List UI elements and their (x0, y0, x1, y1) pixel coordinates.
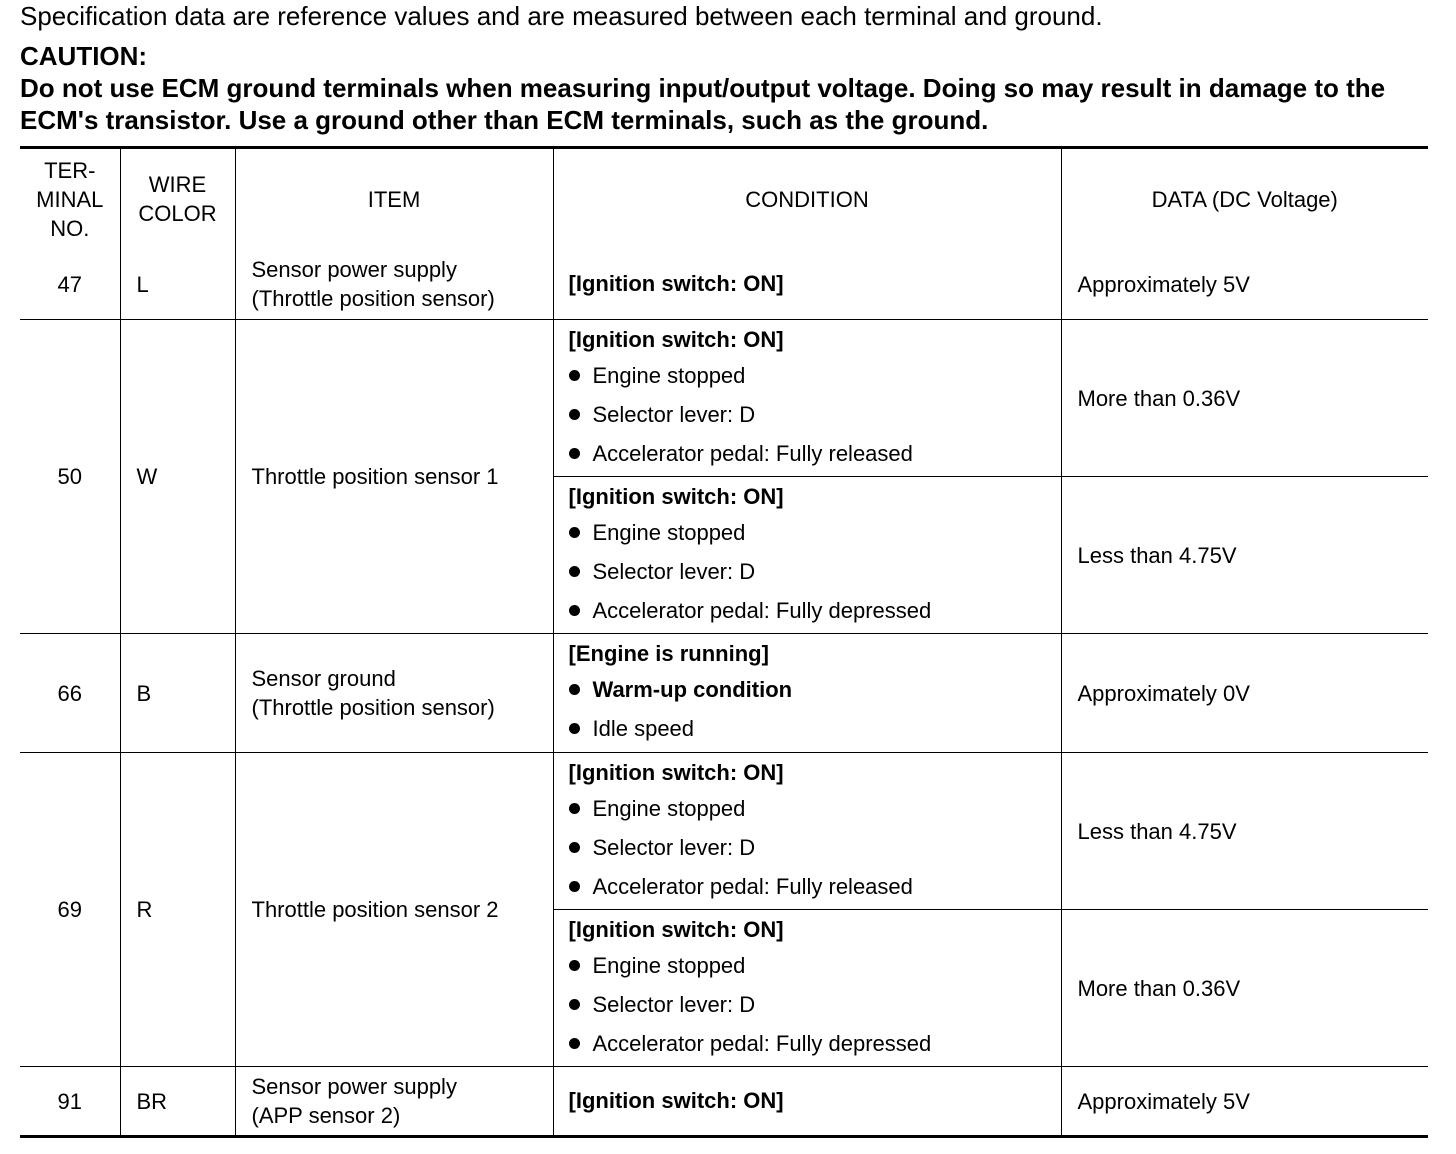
condition-cell (553, 477, 1061, 634)
condition-item (569, 1024, 1061, 1063)
bullet-icon (569, 566, 580, 577)
header-wire-line2: COLOR (138, 201, 217, 226)
condition-cell (553, 634, 1061, 753)
condition-item (569, 591, 1061, 630)
wire-color: B (120, 634, 235, 753)
bullet-icon (569, 409, 580, 420)
caution-text: Do not use ECM ground terminals when measuring input/output voltage. Doing so may result in damage to the ECM's transistor. Use a ground other than ECM terminals, such as the ground. (20, 73, 1386, 135)
terminal-no: 66 (20, 634, 120, 753)
item-cell (235, 634, 553, 753)
item-line: (Throttle position sensor) (251, 286, 495, 311)
wire-color: L (120, 249, 235, 320)
item-line: Sensor ground (251, 666, 396, 691)
condition-item (569, 709, 1061, 748)
condition-cell (553, 320, 1061, 477)
condition-item-text: Accelerator pedal: Fully released (592, 440, 913, 466)
table-row-terminal-47 (20, 249, 1428, 320)
condition-item (569, 434, 1061, 473)
header-wire-color (120, 148, 235, 250)
data-value: Approximately 5V (1061, 1067, 1428, 1137)
terminal-no: 47 (20, 249, 120, 320)
terminal-spec-table (20, 146, 1428, 1138)
condition-cell (553, 249, 1061, 320)
bullet-icon (569, 960, 580, 971)
data-value: Approximately 5V (1061, 249, 1428, 320)
data-value: Less than 4.75V (1061, 477, 1428, 634)
bullet-icon (569, 803, 580, 814)
condition-item (569, 828, 1061, 867)
condition-title: [Ignition switch: ON] (568, 916, 784, 942)
terminal-no: 50 (20, 320, 120, 634)
data-value: More than 0.36V (1061, 320, 1428, 477)
condition-title: [Ignition switch: ON] (568, 326, 784, 352)
condition-title: [Ignition switch: ON] (568, 271, 784, 296)
terminal-no: 69 (20, 753, 120, 1067)
wire-color: W (120, 320, 235, 634)
item-line: (Throttle position sensor) (251, 695, 495, 720)
header-terminal-line1: TER- (44, 157, 96, 183)
header-terminal-line3: NO. (50, 215, 90, 241)
condition-item-text: Accelerator pedal: Fully depressed (592, 597, 932, 623)
condition-item (569, 670, 1061, 709)
item-cell: Throttle position sensor 2 (235, 753, 553, 1067)
header-wire-line1: WIRE (148, 172, 207, 197)
condition-item-text: Engine stopped (592, 952, 746, 978)
condition-item-text: Engine stopped (592, 362, 746, 388)
header-terminal-no (20, 148, 120, 250)
condition-item-text: Selector lever: D (592, 401, 756, 427)
bullet-icon (569, 999, 580, 1010)
table-header-row (20, 148, 1428, 250)
condition-item-text: Idle speed (592, 716, 695, 741)
table-row-terminal-50 (20, 320, 1428, 477)
bullet-icon (569, 723, 580, 734)
condition-title: [Engine is running] (568, 641, 769, 666)
condition-item-text: Selector lever: D (592, 558, 756, 584)
condition-item (569, 946, 1061, 985)
caution-title: CAUTION: (20, 41, 148, 71)
condition-item-text: Accelerator pedal: Fully released (592, 873, 913, 899)
specification-note: Specification data are reference values and are measured between each terminal and ground. (20, 1, 1103, 31)
condition-item-text: Selector lever: D (592, 991, 756, 1017)
bullet-icon (569, 842, 580, 853)
condition-item (569, 552, 1061, 591)
bullet-icon (569, 370, 580, 381)
header-terminal-line2: MINAL (36, 186, 104, 212)
condition-item (569, 789, 1061, 828)
bullet-icon (569, 881, 580, 892)
data-value: Less than 4.75V (1061, 753, 1428, 910)
terminal-no: 91 (20, 1067, 120, 1137)
condition-item-text: Engine stopped (592, 795, 746, 821)
wire-color: R (120, 753, 235, 1067)
data-value: More than 0.36V (1061, 910, 1428, 1067)
condition-item (569, 867, 1061, 906)
data-value: Approximately 0V (1061, 634, 1428, 753)
header-condition: CONDITION (553, 148, 1061, 250)
condition-cell (553, 910, 1061, 1067)
header-item: ITEM (235, 148, 553, 250)
bullet-icon (569, 448, 580, 459)
condition-item (569, 356, 1061, 395)
bullet-icon (569, 1038, 580, 1049)
wire-color: BR (120, 1067, 235, 1137)
item-line: Sensor power supply (251, 257, 457, 282)
condition-item-text: Engine stopped (592, 519, 746, 545)
condition-cell (553, 1067, 1061, 1137)
table-row-terminal-91 (20, 1067, 1428, 1137)
item-cell: Throttle position sensor 1 (235, 320, 553, 634)
condition-title: [Ignition switch: ON] (568, 483, 784, 509)
item-cell (235, 1067, 553, 1137)
condition-item (569, 395, 1061, 434)
bullet-icon (569, 605, 580, 616)
table-row-terminal-66 (20, 634, 1428, 753)
condition-item (569, 985, 1061, 1024)
condition-title: [Ignition switch: ON] (568, 1088, 784, 1113)
item-line: Sensor power supply (251, 1074, 457, 1099)
table-row-terminal-69 (20, 753, 1428, 910)
condition-item-text: Accelerator pedal: Fully depressed (592, 1030, 932, 1056)
bullet-icon (569, 527, 580, 538)
condition-item-text: Selector lever: D (592, 834, 756, 860)
condition-item-text: Warm-up condition (592, 677, 793, 702)
header-data: DATA (DC Voltage) (1061, 148, 1428, 250)
bullet-icon (569, 684, 580, 695)
item-line: (APP sensor 2) (251, 1103, 401, 1128)
condition-title: [Ignition switch: ON] (568, 759, 784, 785)
condition-cell (553, 753, 1061, 910)
item-cell (235, 249, 553, 320)
condition-item (569, 513, 1061, 552)
